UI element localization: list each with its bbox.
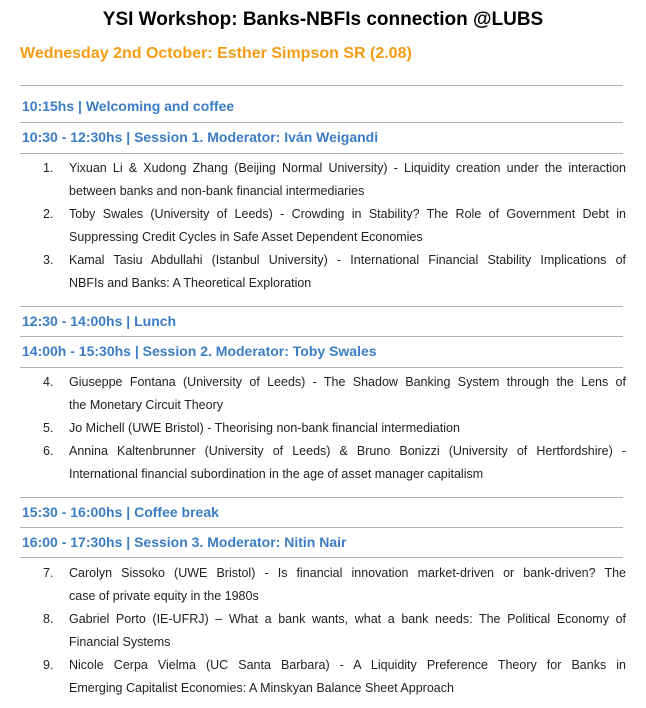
slot-lunch: 12:30 - 14:00hs | Lunch [22, 313, 177, 329]
item-text-line: NBFIs and Banks: A Theoretical Exploration [69, 276, 312, 290]
slot-welcome: 10:15hs | Welcoming and coffee [22, 98, 235, 114]
item-number: 4. [43, 375, 54, 389]
divider [20, 527, 623, 528]
item-number: 9. [43, 658, 54, 672]
item-number: 1. [43, 161, 54, 175]
list-item [20, 654, 626, 700]
item-text-line: Toby Swales (University of Leeds) - Crowding in Stability? The Role of Government Debt in [69, 207, 626, 221]
divider [20, 336, 623, 337]
divider [20, 557, 623, 558]
slot-session-1: 10:30 - 12:30hs | Session 1. Moderator: Iván Weigandi [22, 129, 379, 145]
list-item [20, 608, 626, 654]
item-text-line: Suppressing Credit Cycles in Safe Asset Dependent Economies [69, 230, 423, 244]
item-text-line: case of private equity in the 1980s [69, 589, 259, 603]
divider [20, 85, 623, 86]
item-text-line: Annina Kaltenbrunner (University of Leeds) & Bruno Bonizzi (University of Hertfordshire) - [69, 444, 626, 458]
item-text-line: Giuseppe Fontana (University of Leeds) - The Shadow Banking System through the Lens of [69, 375, 626, 389]
list-item [20, 440, 626, 486]
item-text-line: Yixuan Li & Xudong Zhang (Beijing Normal University) - Liquidity creation under the interaction [69, 161, 626, 175]
divider [20, 306, 623, 307]
item-number: 7. [43, 566, 54, 580]
list-item [20, 249, 626, 295]
item-number: 2. [43, 207, 54, 221]
item-text-line: Nicole Cerpa Vielma (UC Santa Barbara) - A Liquidity Preference Theory for Banks in [69, 658, 626, 672]
slot-session-2: 14:00h - 15:30hs | Session 2. Moderator: Toby Swales [22, 343, 377, 359]
item-number: 5. [43, 421, 54, 435]
date-venue-heading: Wednesday 2nd October: Esther Simpson SR (2.08) [20, 45, 412, 62]
item-text-line: Jo Michell (UWE Bristol) - Theorising non-bank financial intermediation [69, 421, 460, 435]
item-text-line: Kamal Tasiu Abdullahi (Istanbul University) - International Financial Stability Implications of [69, 253, 626, 267]
item-number: 3. [43, 253, 54, 267]
item-text-line: Carolyn Sissoko (UWE Bristol) - Is financial innovation market-driven or bank-driven? The [69, 566, 626, 580]
page-title: YSI Workshop: Banks-NBFIs connection @LUBS [102, 9, 544, 30]
item-text-line: Emerging Capitalist Economies: A Minskyan Balance Sheet Approach [69, 681, 454, 695]
item-number: 6. [43, 444, 54, 458]
list-item [20, 417, 626, 440]
slot-session-3: 16:00 - 17:30hs | Session 3. Moderator: Nitin Nair [22, 534, 347, 550]
item-text-line: between banks and non-bank financial intermediaries [69, 184, 365, 198]
item-text-line: International financial subordination in the age of asset manager capitalism [69, 467, 484, 481]
divider [20, 367, 623, 368]
list-item [20, 157, 626, 203]
list-item [20, 203, 626, 249]
divider [20, 497, 623, 498]
list-item [20, 562, 626, 608]
list-item [20, 371, 626, 417]
item-text-line: Gabriel Porto (IE-UFRJ) – What a bank wants, what a bank needs: The Political Economy of [69, 612, 626, 626]
item-number: 8. [43, 612, 54, 626]
divider [20, 153, 623, 154]
slot-coffee-break: 15:30 - 16:00hs | Coffee break [22, 504, 219, 520]
item-text-line: the Monetary Circuit Theory [69, 398, 223, 412]
divider [20, 122, 623, 123]
item-text-line: Financial Systems [69, 635, 171, 649]
